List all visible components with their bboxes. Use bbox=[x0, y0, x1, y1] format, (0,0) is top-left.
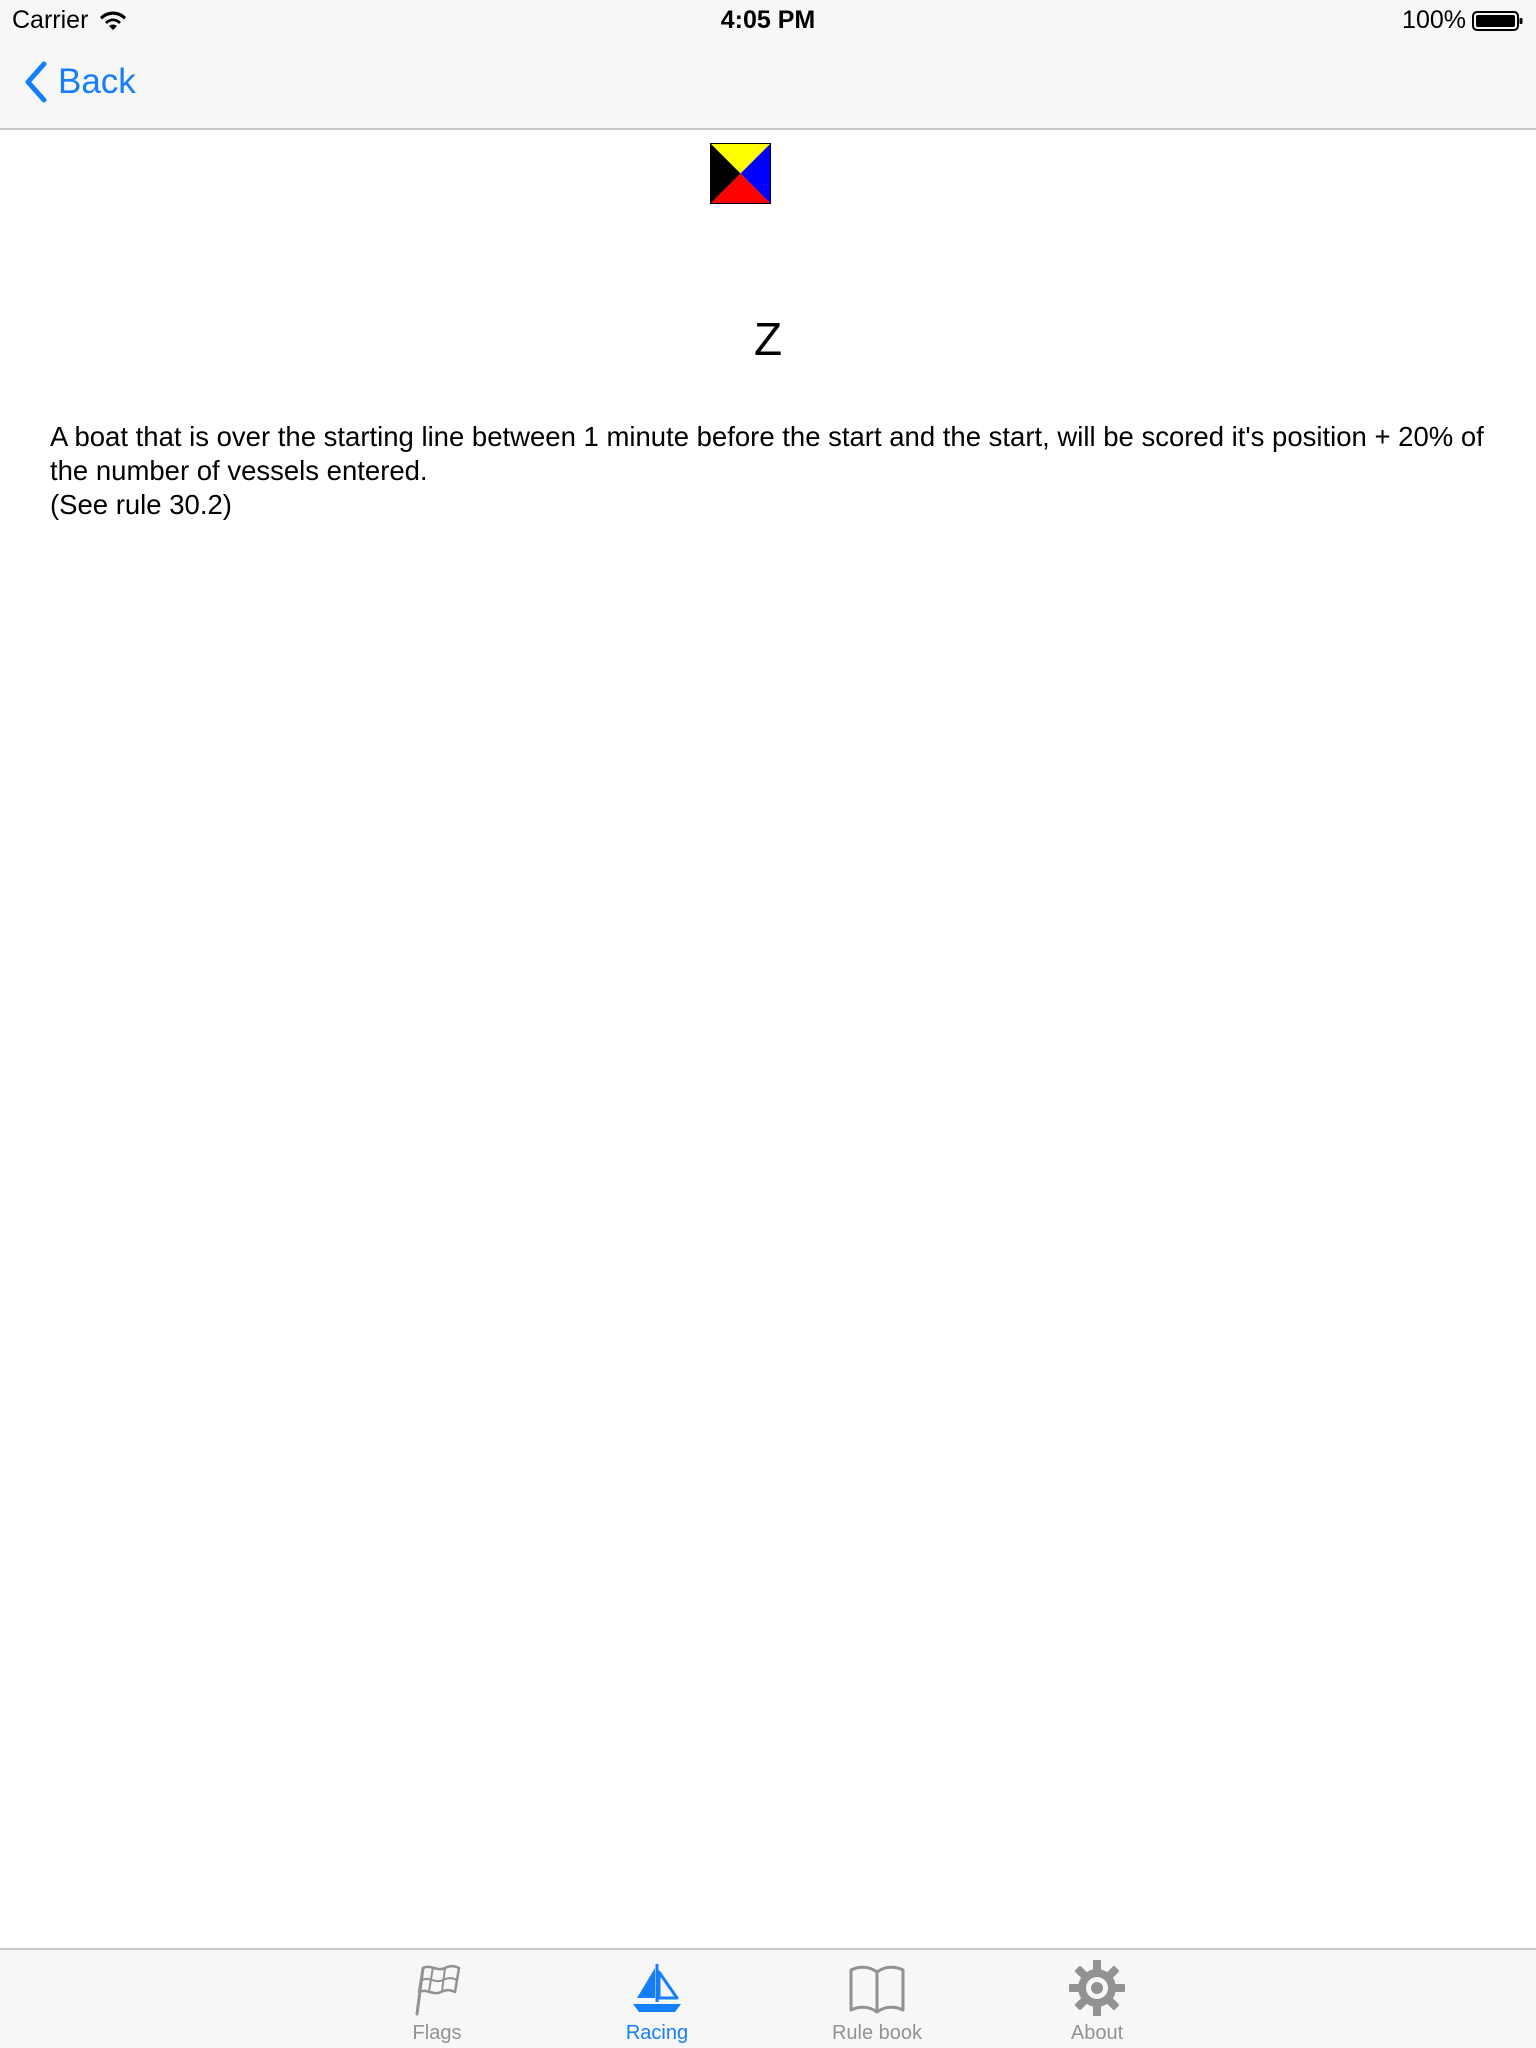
flag-description: A boat that is over the starting line between 1 minute before the start and the start, will be scored it's position + 20% of the number of vessels entered. (See rule 30.2) bbox=[50, 421, 1484, 520]
sailboat-icon bbox=[627, 1958, 687, 2018]
back-button[interactable] bbox=[22, 60, 136, 104]
flag-letter: Z bbox=[753, 313, 783, 365]
gear-icon bbox=[1067, 1958, 1127, 2018]
tab-rule-book[interactable] bbox=[802, 1950, 952, 2048]
flag-icon bbox=[407, 1958, 467, 2018]
tab-racing[interactable] bbox=[582, 1950, 732, 2048]
carrier-label: Carrier bbox=[12, 6, 89, 34]
status-time: 4:05 PM bbox=[720, 6, 816, 34]
battery-percent: 100% bbox=[1402, 6, 1466, 34]
tab-rule-book-label: Rule book bbox=[831, 2022, 923, 2044]
navigation-bar bbox=[0, 0, 1536, 130]
status-bar bbox=[0, 0, 1536, 40]
tab-flags-label: Flags bbox=[412, 2022, 462, 2044]
tab-racing-label: Racing bbox=[625, 2022, 689, 2044]
tab-about[interactable] bbox=[1022, 1950, 1172, 2048]
battery-indicator bbox=[1402, 6, 1524, 35]
chevron-left-icon bbox=[22, 60, 48, 104]
tab-about-label: About bbox=[1070, 2022, 1124, 2044]
back-label: Back bbox=[58, 62, 136, 101]
signal-flag-z bbox=[710, 143, 771, 204]
battery-icon bbox=[1472, 10, 1524, 32]
tab-flags[interactable] bbox=[362, 1950, 512, 2048]
tab-bar bbox=[0, 1948, 1536, 2048]
book-icon bbox=[847, 1958, 907, 2018]
